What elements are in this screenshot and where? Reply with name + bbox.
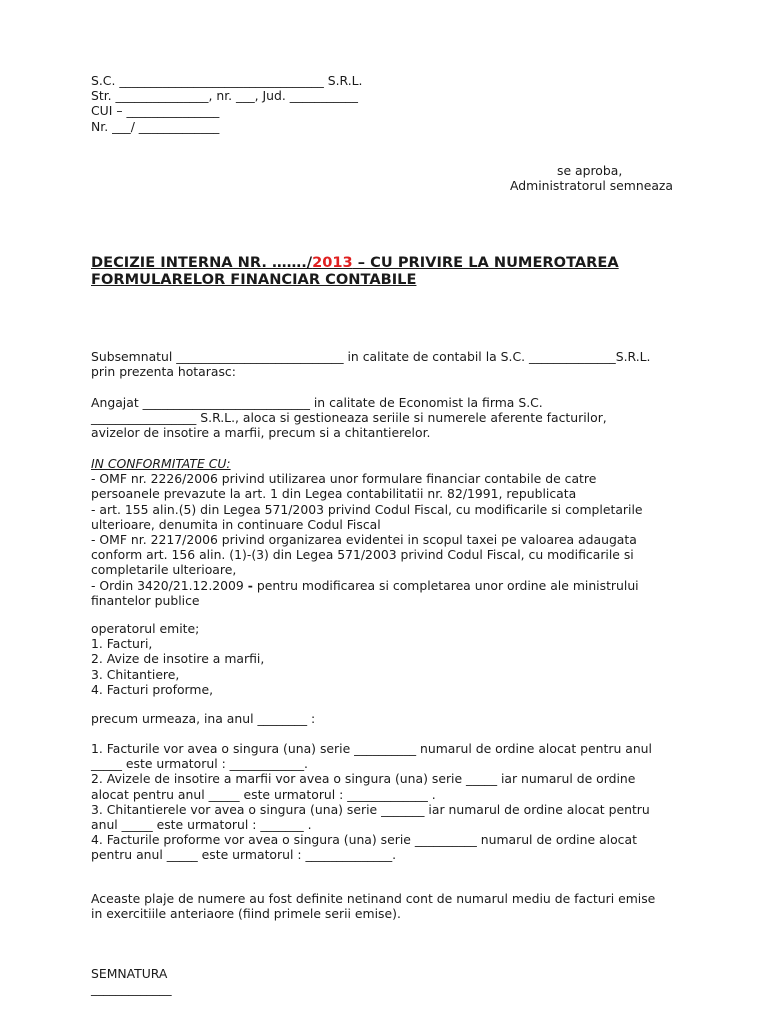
rule-line: 2. Avizele de insotire a marfii vor avea o singura (una) serie _____ iar numarul de ordine [91,771,636,787]
legal-basis-line: - OMF nr. 2217/2006 privind organizarea evidentei in scopul taxei pe valoarea adaugata [91,532,637,548]
legal-basis-order-rest: pentru modificarea si completarea unor ordine ale ministrului [252,577,639,593]
rule-line: pentru anul _____ este urmatorul : ______________. [91,847,397,863]
note-line: in exercitiile anteriaore (fiind primele serii emise). [91,906,401,922]
operator-item: 3. Chitantiere, [91,666,180,682]
company-name-line: S.C. _________________________________ S.R.L. [91,73,363,88]
legal-basis-line: conform art. 156 alin. (1)-(3) din Legea 571/2003 privind Codul Fiscal, cu modificarile si [91,547,634,563]
employee-line: avizelor de insotire a marfii, precum si a chitantierelor. [91,425,431,441]
document-number-line: Nr. ___/ _____________ [91,118,220,134]
intro-line: Subsemnatul ___________________________ in calitate de contabil la S.C. ______________S.R.L. [91,349,651,364]
operator-item: 4. Facturi proforme, [91,681,214,697]
title-line2: FORMULARELOR FINANCIAR CONTABILE [91,271,417,288]
legal-basis-line: persoanele prevazute la art. 1 din Legea contabilitatii nr. 82/1991, republicata [91,486,577,502]
rule-line: 3. Chitantierele vor avea o singura (una) serie _______ iar numarul de ordine alocat pentru [91,801,650,817]
title-part1: DECIZIE INTERNA NR. ……./ [91,254,313,271]
legal-basis-heading: IN CONFORMITATE CU: [91,456,231,471]
company-cui-line: CUI – _______________ [91,103,220,119]
legal-basis-line: - art. 155 alin.(5) din Legea 571/2003 privind Codul Fiscal, cu modificarile si completarile [91,501,643,517]
legal-basis-line: completarile ulterioare, [91,562,237,578]
approval-text: se aproba, [557,163,623,178]
legal-basis-section [91,456,698,608]
legal-basis-line: ulterioare, denumita in continuare Codul Fiscal [91,516,381,532]
intro-paragraph [91,349,698,379]
employee-line: _________________ S.R.L., aloca si gestioneaza seriile si numerele aferente facturilor, [91,410,607,426]
legal-basis-line: finantelor publice [91,592,200,608]
note-line: Aceaste plaje de numere au fost definite netinand cont de numarul mediu de facturi emise [91,891,656,906]
employee-paragraph [91,395,698,441]
employee-line: Angajat ___________________________ in calitate de Economist la firma S.C. [91,395,543,410]
rule-line: _____ este urmatorul : ____________. [91,756,308,772]
rule-line: 4. Facturile proforme vor avea o singura (una) serie __________ numarul de ordine alocat [91,832,637,848]
intro-line: prin prezenta hotarasc: [91,364,236,380]
company-header [91,73,698,134]
company-address-line: Str. _______________, nr. ___, Jud. ___________ [91,88,358,104]
rule-line: alocat pentru anul _____ este urmatorul : _____________ . [91,786,436,802]
year-text: precum urmeaza, ina anul ________ : [91,711,316,726]
operator-issues-section [91,621,698,697]
approval-block [480,163,710,193]
operator-item: 2. Avize de insotire a marfii, [91,651,265,667]
document-title [91,254,711,288]
legal-basis-line: - OMF nr. 2226/2006 privind utilizarea unor formulare financiar contabile de catre [91,471,597,487]
signature-block [91,966,698,996]
legal-basis-order-prefix: - Ordin 3420/21.12.2009 [91,577,248,593]
operator-item: 1. Facturi, [91,636,153,652]
rule-line: anul _____ este urmatorul : _______ . [91,817,312,833]
signature-line: _____________ [91,981,172,997]
title-part2: – CU PRIVIRE LA NUMEROTAREA [352,254,619,271]
approval-signatory: Administratorul semneaza [510,178,674,194]
closing-note [91,891,698,921]
numbering-rules [91,741,698,863]
operator-heading: operatorul emite; [91,621,200,636]
signature-label: SEMNATURA [91,966,168,981]
title-year: 2013 [312,254,353,271]
legal-basis-order-dash: - [247,577,253,593]
rule-line: 1. Facturile vor avea o singura (una) serie __________ numarul de ordine alocat pentru anul [91,741,652,756]
year-line [91,711,698,726]
